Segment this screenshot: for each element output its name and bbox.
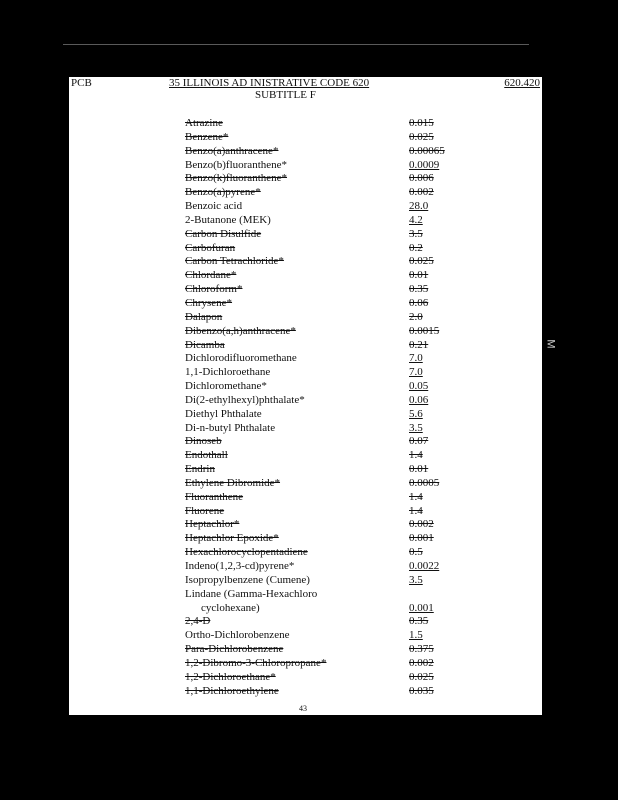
page-number: 43 [299, 704, 307, 713]
table-row [185, 560, 440, 574]
document-page [69, 77, 542, 715]
chemical-name: Lindane (Gamma-Hexachloro [185, 587, 318, 600]
chemical-name: 2-Butanone (MEK) [185, 213, 271, 226]
chemical-name: Carbon Tetrachloride* [185, 255, 284, 268]
chemical-value: 0.06 [409, 393, 429, 406]
chemical-name: 2,4-D [185, 615, 211, 628]
chemical-name: Dichlorodifluoromethane [185, 352, 297, 365]
chemical-name: Benzene* [185, 130, 229, 143]
chemical-name: Dicamba [185, 338, 225, 351]
chemical-name: Benzo(a)anthracene* [185, 144, 279, 157]
chemical-value: 2.0 [409, 310, 423, 323]
table-row [185, 408, 435, 422]
table-row [185, 518, 435, 532]
table-row [185, 657, 435, 671]
table-row [185, 643, 435, 657]
chemical-value: 0.035 [409, 684, 434, 697]
header-section-number: 620.420 [504, 77, 540, 89]
header-code-title: 35 ILLINOIS AD INISTRATIVE CODE 620 [169, 77, 370, 89]
chemical-value: 0.015 [409, 117, 434, 129]
chemical-value: 5.6 [409, 407, 423, 420]
chemical-name: Heptachlor* [185, 518, 240, 531]
table-row [185, 200, 435, 214]
chemical-value: 0.006 [409, 172, 434, 185]
chemical-name: Hexachlorocyclopentadiene [185, 546, 308, 559]
chemical-value: 0.01 [409, 463, 429, 476]
chemical-value: 0.35 [409, 283, 429, 296]
chemical-value: 0.05 [409, 380, 429, 393]
chemical-name: Ethylene Dibromide* [185, 476, 281, 489]
chemical-value: 4.2 [409, 213, 423, 226]
table-row [185, 671, 435, 685]
chemical-name: 1,2-Dibromo-3-Chloropropane* [185, 656, 327, 669]
chemical-name: Ortho-Dichlorobenzene [185, 629, 290, 642]
chemical-name: Di-n-butyl Phthalate [185, 421, 276, 434]
chemical-value: 1.4 [409, 504, 423, 517]
chemical-name: Fluoranthene [185, 490, 244, 503]
table-row [185, 574, 435, 588]
chemical-name: Benzo(a)pyrene* [185, 186, 261, 199]
side-margin-mark: M [544, 339, 557, 349]
header-board-abbrev: PCB [71, 77, 92, 89]
chemical-name: Endothall [185, 449, 228, 462]
chemical-name: Benzo(k)fluoranthene* [185, 172, 288, 185]
chemical-name: Atrazine [185, 117, 223, 129]
table-row [185, 158, 440, 173]
table-row [185, 131, 435, 145]
chemical-name: Heptachlor Epoxide* [185, 532, 279, 545]
table-row [185, 449, 435, 463]
chemical-value: 7.0 [409, 366, 423, 379]
table-row [185, 214, 435, 228]
table-row [185, 505, 435, 519]
chemical-name: Benzo(b)fluoranthene* [185, 158, 288, 171]
chemical-value: 3.5 [409, 573, 423, 586]
table-row [185, 339, 435, 353]
chemical-name: Endrin [185, 463, 215, 476]
table-row [185, 269, 435, 283]
chemical-value: 0.0009 [409, 158, 440, 171]
chemical-value: 0.002 [409, 656, 434, 669]
chemical-value: 0.375 [409, 643, 434, 656]
table-row [185, 602, 435, 616]
table-row [185, 588, 435, 602]
table-row [185, 324, 440, 339]
chemical-value: 0.01 [409, 269, 429, 282]
chemical-values-table [185, 117, 445, 698]
chemical-name: Diethyl Phthalate [185, 407, 262, 420]
table-row [185, 172, 435, 186]
table-row [185, 242, 435, 256]
chemical-name: Chlordane* [185, 269, 237, 282]
chemical-name: Dibenzo(a,h)anthracene* [185, 324, 296, 337]
header-subtitle: SUBTITLE F [255, 89, 316, 101]
chemical-value: 0.07 [409, 435, 429, 448]
chemical-value: 7.0 [409, 352, 423, 365]
table-row [185, 422, 435, 436]
chemical-value: 0.001 [409, 601, 434, 614]
chemical-value: 1.5 [409, 629, 423, 642]
chemical-value: 0.0022 [409, 560, 440, 572]
chemical-name: Di(2-ethylhexyl)phthalate* [185, 393, 305, 406]
chemical-value: 28.0 [409, 200, 429, 213]
chemical-value: 0.0005 [409, 476, 440, 489]
chemical-value: 0.001 [409, 532, 434, 545]
table-row [185, 685, 435, 699]
chemical-name: cyclohexane) [201, 601, 260, 614]
top-scan-rule [63, 44, 529, 45]
table-row [185, 380, 435, 394]
table-row [185, 352, 435, 366]
table-row [185, 546, 435, 560]
chemical-name: Indeno(1,2,3-cd)pyrene* [185, 560, 295, 572]
chemical-value: 0.06 [409, 296, 429, 309]
chemical-name: Isopropylbenzene (Cumene) [185, 573, 310, 586]
table-row [185, 615, 435, 629]
chemical-name: Carbon Disulfide [185, 227, 262, 240]
table-row [185, 283, 435, 297]
chemical-value: 3.5 [409, 421, 423, 434]
chemical-name: Chloroform* [185, 283, 243, 296]
chemical-value: 0.002 [409, 186, 434, 199]
table-row [185, 117, 435, 131]
chemical-name: 1,2-Dichloroethane* [185, 670, 276, 683]
table-row [185, 228, 435, 242]
chemical-value: 0.0015 [409, 324, 440, 337]
chemical-name: Fluorene [185, 504, 225, 517]
chemical-name: 1,1-Dichloroethane [185, 366, 271, 379]
table-row [185, 255, 435, 269]
table-row [185, 491, 435, 505]
table-row [185, 532, 435, 546]
table-row [185, 629, 435, 643]
chemical-name: Carbofuran [185, 241, 236, 254]
table-row [185, 297, 435, 311]
chemical-value: 0.00065 [409, 144, 445, 157]
chemical-name: Dalapon [185, 310, 223, 323]
chemical-value: 0.35 [409, 615, 429, 628]
chemical-name: Dichloromethane* [185, 380, 267, 393]
table-row [185, 144, 445, 159]
table-row [185, 186, 435, 200]
chemical-value: 0.025 [409, 670, 434, 683]
chemical-value: 0.002 [409, 518, 434, 531]
table-row [185, 476, 440, 491]
chemical-value: 3.5 [409, 227, 423, 240]
chemical-name: Dinoseb [185, 435, 222, 448]
table-row [185, 435, 435, 449]
chemical-name: Para-Dichlorobenzene [185, 643, 284, 656]
chemical-value: 1.4 [409, 449, 423, 462]
chemical-value: 0.025 [409, 130, 434, 143]
chemical-name: 1,1-Dichloroethylene [185, 684, 279, 697]
table-row [185, 463, 435, 477]
chemical-value: 1.4 [409, 490, 423, 503]
table-row [185, 366, 435, 380]
table-row [185, 311, 435, 325]
chemical-value: 0.2 [409, 241, 423, 254]
chemical-name: Benzoic acid [185, 200, 243, 213]
chemical-value: 0.5 [409, 546, 423, 559]
chemical-value: 0.21 [409, 338, 429, 351]
table-row [185, 394, 435, 408]
chemical-value: 0.025 [409, 255, 434, 268]
chemical-name: Chrysene* [185, 296, 233, 309]
